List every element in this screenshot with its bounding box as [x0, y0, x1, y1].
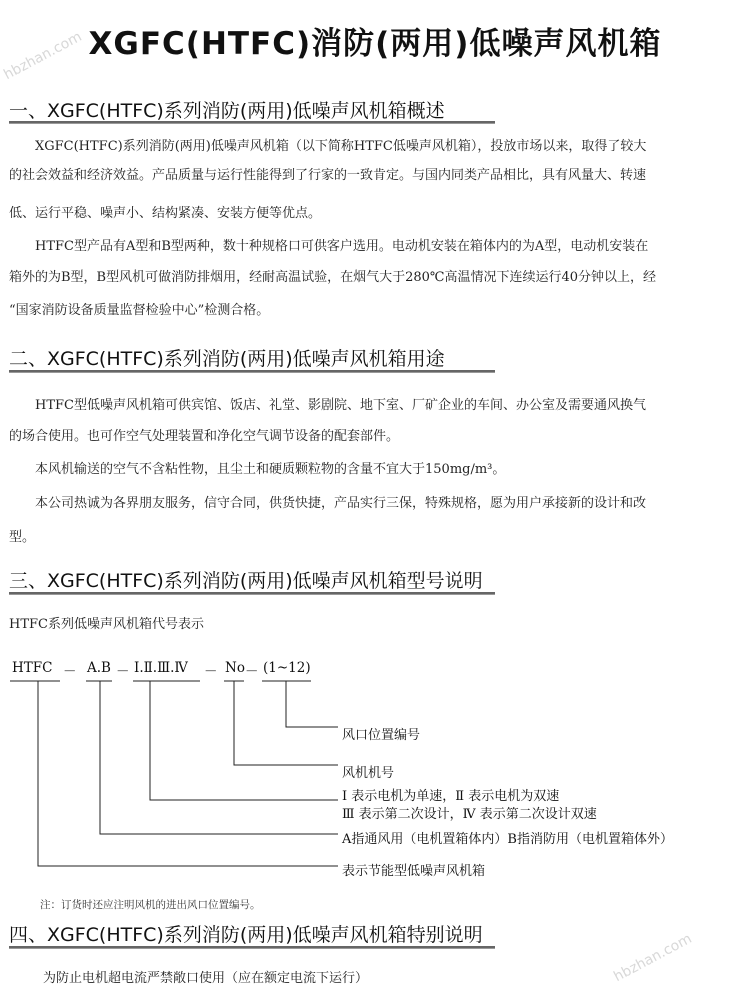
ordering-note: 注：订货时还应注明风机的进出风口位置编号。: [40, 899, 261, 911]
code-part-type: A.B: [87, 660, 111, 676]
section-3-heading: 三、XGFC(HTFC)系列消防(两用)低噪声风机箱型号说明: [9, 570, 483, 592]
section-1-line-3: 低、运行平稳、噪声小、结构紧凑、安装方便等优点。: [9, 206, 322, 221]
section-1-line-4: HTFC型产品有A型和B型两种，数十种规格口可供客户选用。电动机安装在箱体内的为A型，电动机安装在: [35, 239, 649, 254]
code-part-no: No: [225, 660, 245, 676]
page-title: XGFC(HTFC)消防(两用)低噪声风机箱: [88, 26, 662, 62]
leader-type: [100, 681, 338, 834]
code-part-outlet: (1~12): [263, 660, 311, 676]
section-2-line-5: 型。: [9, 530, 36, 545]
watermark-top-left: hbzhan.com: [1, 28, 85, 84]
desc-design-revision: Ⅲ 表示第二次设计，Ⅳ 表示第二次设计双速: [342, 807, 597, 822]
leader-design: [150, 681, 338, 800]
watermark-bottom-right: hbzhan.com: [611, 930, 695, 986]
section-1-line-1: XGFC(HTFC)系列消防(两用)低噪声风机箱（以下简称HTFC低噪声风机箱），投放市场以来，取得了较大: [35, 139, 647, 154]
model-code-intro: HTFC系列低噪声风机箱代号表示: [9, 617, 204, 632]
section-2-line-4: 本公司热诚为各界朋友服务，信守合同，供货快捷，产品实行三保，特殊规格，愿为用户承接新的设计和改: [35, 496, 647, 511]
section-4-line-1: 为防止电机超电流严禁敞口使用（应在额定电流下运行）: [43, 971, 369, 986]
section-2-line-1: HTFC型低噪声风机箱可供宾馆、饭店、礼堂、影剧院、地下室、厂矿企业的车间、办公室及需要通风换气: [35, 398, 646, 413]
leader-htfc: [38, 681, 338, 866]
section-2-heading: 二、XGFC(HTFC)系列消防(两用)低噪声风机箱用途: [9, 348, 445, 370]
desc-outlet-position: 风口位置编号: [342, 728, 421, 743]
code-dash-4: －: [245, 664, 259, 680]
leader-outlet: [286, 681, 338, 727]
section-1-line-6: “国家消防设备质量监督检验中心”检测合格。: [9, 303, 270, 318]
desc-htfc: 表示节能型低噪声风机箱: [342, 864, 486, 879]
desc-type-ab: A指通风用（电机置箱体内）B指消防用（电机置箱体外）: [342, 832, 673, 847]
section-4-heading: 四、XGFC(HTFC)系列消防(两用)低噪声风机箱特别说明: [9, 924, 483, 946]
section-1-line-5: 箱外的为B型，B型风机可做消防排烟用，经耐高温试验，在烟气大于280℃高温情况下连续运行40分钟以上，经: [9, 270, 657, 285]
code-dash-2: －: [116, 664, 130, 680]
section-1-heading: 一、XGFC(HTFC)系列消防(两用)低噪声风机箱概述: [9, 100, 445, 122]
code-dash-1: －: [63, 664, 77, 680]
desc-fan-number: 风机机号: [342, 766, 395, 781]
code-dash-3: －: [204, 664, 218, 680]
section-1-line-2: 的社会效益和经济效益。产品质量与运行性能得到了行家的一致肯定。与国内同类产品相比，具有风量大、转速: [9, 168, 647, 183]
code-part-htfc: HTFC: [12, 660, 53, 676]
section-2-line-2: 的场合使用。也可作空气处理装置和净化空气调节设备的配套部件。: [9, 429, 400, 444]
section-2-line-3: 本风机输送的空气不含粘性物，且尘土和硬质颗粒物的含量不宜大于150mg/m³。: [35, 462, 506, 477]
code-part-design: Ⅰ.Ⅱ.Ⅲ.Ⅳ: [134, 660, 188, 676]
desc-motor-speed: Ⅰ 表示电机为单速，Ⅱ 表示电机为双速: [342, 789, 560, 804]
section-4-divider: [9, 946, 495, 949]
